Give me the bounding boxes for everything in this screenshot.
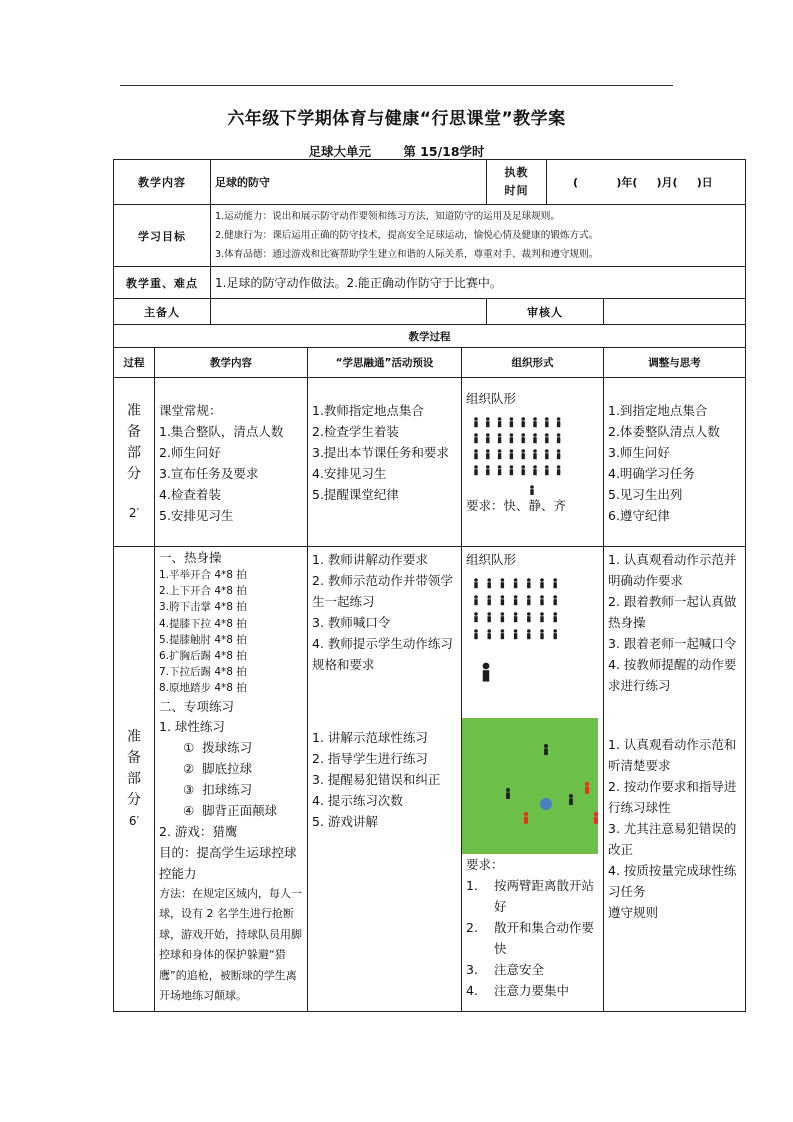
student-figure: [474, 629, 478, 639]
student-figure: [545, 465, 549, 475]
stage2-reflection: 1. 认真观看动作示范并明确动作要求 2. 跟着教师一起认真做热身操 3. 跟着老师一起喊口令 4. 按教师提醒的动作要求进行练习 1. 认真观看动作示范和听清楚要求 2. 按动作要求和指导进行练习球性 3. 尤其注意易犯错误的改正 4. 按质按量完成球性练习任务 遵守规则: [604, 547, 746, 1012]
student-figure: [533, 465, 537, 475]
stage1-reflection: 1.到指定地点集合 2.体委整队清点人数 3.师生问好 4.明确学习任务 5.见习生出列 6.遵守纪律: [604, 378, 746, 547]
student-figure: [527, 595, 531, 605]
student-figure: [557, 465, 561, 475]
student-figure: [527, 629, 531, 639]
game-goal: 目的：提高学生运球控球控能力: [159, 844, 297, 881]
student-figure: [498, 433, 502, 443]
student-figure: [521, 449, 525, 459]
warmup-item: 2.上下开合 4*8 拍: [159, 585, 247, 598]
goal-item: 2.健康行为：课后运用正确的防守技术，提高安全足球运动，愉悦心情及健康的锻炼方式。: [215, 230, 599, 241]
student-figure: [474, 595, 478, 605]
student-figure: [594, 812, 598, 824]
org-requirement-item: 4. 注意力要集中: [466, 983, 570, 998]
student-figure: [545, 433, 549, 443]
content-label: 教学内容: [114, 160, 211, 205]
student-figure: [474, 465, 478, 475]
student-figure: [533, 449, 537, 459]
student-figure: [510, 433, 514, 443]
student-figure: [553, 578, 557, 588]
student-figure: [540, 595, 544, 605]
student-figure: [514, 578, 518, 588]
warmup-item: 3.胯下击掌 4*8 拍: [159, 601, 247, 614]
student-figure: [557, 417, 561, 427]
student-figure: [527, 578, 531, 588]
student-figure: [510, 465, 514, 475]
student-figure: [553, 595, 557, 605]
org-requirement-item: 2. 散开和集合动作要快: [466, 920, 595, 956]
stage2-content: 一、热身操 1.平举开合 4*8 拍 2.上下开合 4*8 拍 3.胯下击掌 4*8 拍 4.提膝下拉 4*8 拍 5.提膝触肘 4*8 拍 6.扩胸后踢 4*8 拍 7.下拉后踢 4*8 拍 8.原地踏步 4*8 拍 二、专项练习 1. 球性练习 ① 拨球练习 ② 脚底拉球 ③ 扣球练习 ④ 脚背正面颠球 2. 游戏：猎鹰 目的：提高学生运球控球控能力 方法：在规定区域内，每人一球，设有 2 名学生进行抢断球，游戏开始，持球队员用脚控球和身体的保护躲避“猎鹰”的追枪，被断球的学生离开场地练习颠球。: [155, 547, 308, 1012]
game-method: 方法：在规定区域内，每人一球，设有 2 名学生进行抢断球，游戏开始，持球队员用脚控球和身体的保护躲避“猎鹰”的追枪，被断球的学生离开场地练习颠球。: [159, 886, 302, 1003]
org-requirement-item: 1. 按两臂距离散开站好: [466, 878, 595, 914]
student-figure: [524, 812, 528, 824]
warmup-item: 6.扩胸后踢 4*8 拍: [159, 650, 247, 663]
student-figure: [486, 449, 490, 459]
stage1-org-requirement: 要求：快、静、齐: [466, 498, 567, 513]
student-figure: [487, 595, 491, 605]
key-points-label: 教学重、难点: [114, 267, 211, 299]
student-figure: [486, 417, 490, 427]
student-figure: [486, 433, 490, 443]
student-figure: [569, 794, 573, 805]
student-figure: [514, 595, 518, 605]
exec-time-label: 执教 时间: [487, 160, 547, 205]
ball: [540, 798, 552, 810]
ball-item: ④ 脚背正面颠球: [183, 802, 278, 818]
warmup-item: 7.下拉后踢 4*8 拍: [159, 666, 247, 679]
key-points-value: 1.足球的防守动作做法。2.能正确动作防守于比赛中。: [211, 267, 746, 299]
exec-date: ( )年( )月( )日: [547, 160, 746, 205]
student-figure: [498, 449, 502, 459]
student-figure: [521, 417, 525, 427]
ball-item: ② 脚底拉球: [183, 760, 253, 776]
student-figure: [553, 629, 557, 639]
ball-item: ③ 扣球练习: [183, 781, 253, 797]
student-figure: [510, 417, 514, 427]
student-figure: [487, 578, 491, 588]
student-figure: [553, 612, 557, 622]
formation-diagram: [466, 409, 596, 495]
field-diagram: [462, 718, 598, 854]
student-figure: [498, 417, 502, 427]
stage1-time: 2′: [128, 505, 140, 520]
student-figure: [527, 612, 531, 622]
student-figure: [474, 612, 478, 622]
student-figure: [501, 578, 505, 588]
preparer-label: 主备人: [114, 299, 211, 325]
col-header-content: 教学内容: [155, 348, 308, 378]
student-figure: [501, 595, 505, 605]
process-title: 教学过程: [114, 325, 746, 348]
lesson-number: 第 15/18学时: [403, 144, 485, 159]
student-figure: [544, 744, 548, 755]
student-figure: [474, 417, 478, 427]
lesson-plan-table: [113, 159, 746, 1012]
student-figure: [510, 449, 514, 459]
stage1-content: 课堂常规： 1.集合整队，清点人数 2.师生问好 3.宣布任务及要求 4.检查着装 5.安排见习生: [155, 378, 308, 547]
stage2-org-title: 组织队形: [466, 552, 517, 567]
student-figure: [530, 485, 534, 495]
header-rule: [120, 85, 673, 86]
student-figure: [501, 629, 505, 639]
goal-item: 3.体育品德：通过游戏和比赛帮助学生建立和谐的人际关系，尊重对手、裁判和遵守规则。: [215, 249, 599, 260]
goals-list: [211, 205, 746, 267]
student-figure: [521, 465, 525, 475]
col-header-activity: “学思融通”活动预设: [308, 348, 462, 378]
unit-name: 足球大单元: [308, 144, 371, 159]
warmup-item: 4.提膝下拉 4*8 拍: [159, 617, 247, 630]
stage1-activities: 1.教师指定地点集合 2.检查学生着装 3.提出本节课任务和要求 4.安排见习生 5.提醒课堂纪律: [308, 378, 462, 547]
page-subtitle: [0, 142, 793, 160]
stage2-time: 6′: [128, 813, 140, 828]
page-title: 六年级下学期体育与健康“行思课堂”教学案: [227, 109, 566, 129]
student-figure: [540, 578, 544, 588]
reviewer-value: [604, 299, 746, 325]
student-figure: [487, 629, 491, 639]
student-figure: [557, 449, 561, 459]
goals-label: 学习目标: [114, 205, 211, 267]
ball-item: ① 拨球练习: [183, 739, 253, 755]
content-value: 足球的防守: [211, 160, 487, 205]
stage2-activities: 1. 教师讲解动作要求 2. 教师示范动作并带领学生一起练习 3. 教师喊口令 4. 教师提示学生动作练习规格和要求 1. 讲解示范球性练习 2. 指导学生进行练习 3. 提醒易犯错误和纠正 4. 提示练习次数 5. 游戏讲解: [308, 547, 462, 1012]
student-figure: [533, 433, 537, 443]
col-header-stage: 过程: [114, 348, 155, 378]
student-figure: [474, 449, 478, 459]
student-figure: [487, 612, 491, 622]
student-figure: [501, 612, 505, 622]
student-figure: [474, 433, 478, 443]
col-header-reflection: 调整与思考: [604, 348, 746, 378]
stage1-label: 准 备 部 分 2′: [114, 378, 155, 547]
stage2-organization: 组织队形 要求： 1. 按两臂距离散开站好 2. 散开和集合动作要快 3. 注意安全 4. 注意力要集中: [462, 547, 604, 1012]
student-figure: [540, 629, 544, 639]
practice-field: [462, 718, 598, 854]
student-figure: [498, 465, 502, 475]
warmup-item: 1.平举开合 4*8 拍: [159, 569, 247, 581]
stage1-organization: [462, 378, 604, 547]
org-requirement-item: 3. 注意安全: [466, 962, 545, 977]
preparer-value: [211, 299, 487, 325]
stage2-label: 准 备 部 分 6′: [114, 547, 155, 1012]
student-figure: [545, 449, 549, 459]
student-figure: [474, 578, 478, 588]
student-figure: [521, 433, 525, 443]
student-figure: [514, 612, 518, 622]
student-figure: [545, 417, 549, 427]
student-figure: [514, 629, 518, 639]
warmup-item: 5.提膝触肘 4*8 拍: [159, 633, 247, 646]
student-figure: [533, 417, 537, 427]
col-header-organization: 组织形式: [462, 348, 604, 378]
goal-item: 1.运动能力：说出和展示防守动作要领和练习方法，知道防守的运用及足球规则。: [215, 211, 560, 222]
reviewer-label: 审核人: [487, 299, 604, 325]
student-figure: [540, 612, 544, 622]
formation-diagram: [466, 570, 596, 718]
student-figure: [486, 465, 490, 475]
student-figure: [585, 782, 589, 794]
student-figure: [557, 433, 561, 443]
student-figure: [506, 788, 510, 799]
student-figure: [483, 663, 490, 682]
warmup-item: 8.原地踏步 4*8 拍: [159, 682, 247, 695]
stage1-org-title: 组织队形: [466, 391, 517, 406]
